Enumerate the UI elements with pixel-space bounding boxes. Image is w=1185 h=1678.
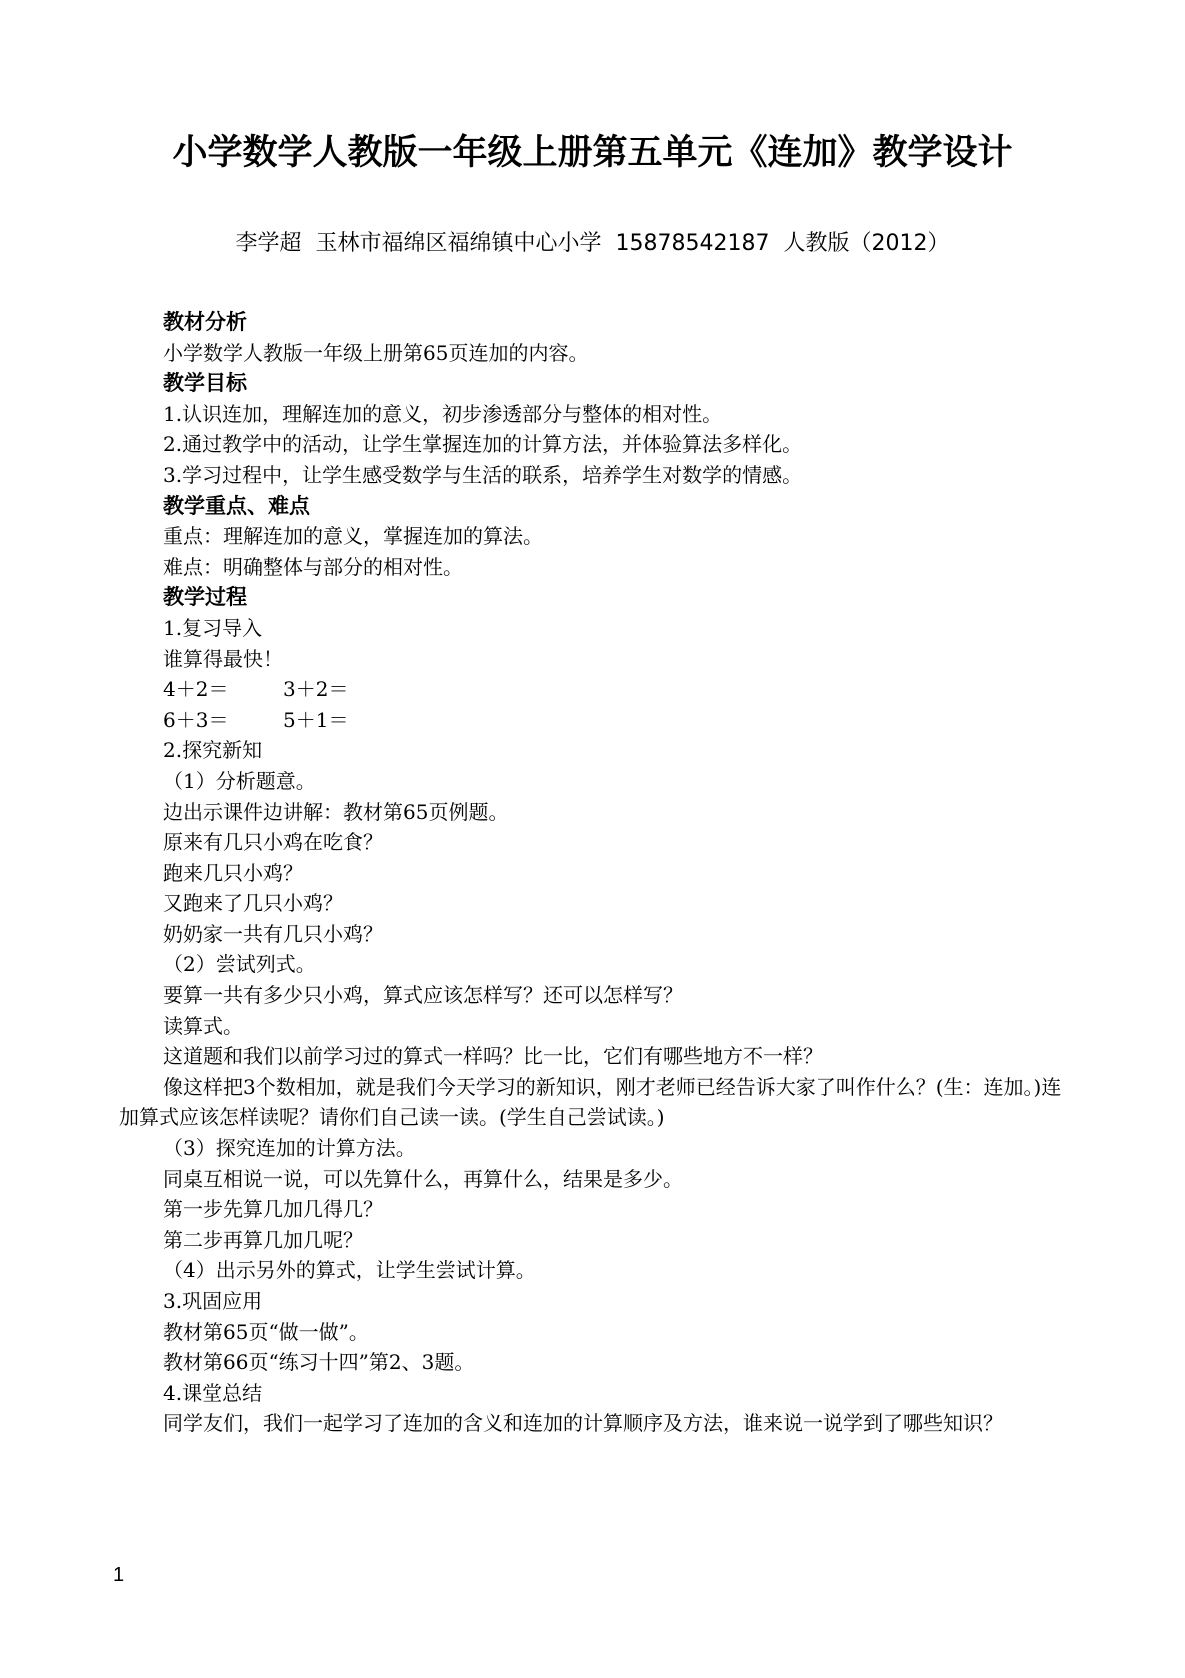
section-heading-goals: 教学目标	[163, 371, 247, 396]
document-title: 小学数学人教版一年级上册第五单元《连加》教学设计	[172, 133, 1013, 173]
text-line: 跑来几只小鸡？	[163, 860, 303, 885]
step-title: 1.复习导入	[163, 615, 263, 640]
substep-title: （3）探究连加的计算方法。	[163, 1136, 416, 1161]
text-line: 教材第65页“做一做”。	[163, 1319, 369, 1344]
substep-title: （4）出示另外的算式，让学生尝试计算。	[163, 1258, 536, 1283]
calc-expression: 3＋2＝	[283, 677, 349, 702]
text-line: 要算一共有多少只小鸡，算式应该怎样写？还可以怎样写？	[163, 983, 683, 1008]
step-title: 3.巩固应用	[163, 1289, 263, 1313]
section-heading-process: 教学过程	[163, 585, 247, 610]
text-line: 读算式。	[163, 1013, 243, 1038]
step-title: 2.探究新知	[163, 738, 263, 763]
text-line: 第一步先算几加几得几？	[163, 1197, 383, 1222]
calc-row	[163, 674, 1083, 705]
document-body	[119, 307, 1083, 1439]
key-point-item: 重点：理解连加的意义，掌握连加的算法。	[163, 524, 543, 549]
goal-item: 2.通过教学中的活动，让学生掌握连加的计算方法，并体验算法多样化。	[163, 432, 803, 457]
key-point-item: 难点：明确整体与部分的相对性。	[163, 554, 463, 579]
calc-expression: 4＋2＝	[163, 677, 229, 702]
text-line: 同桌互相说一说，可以先算什么，再算什么，结果是多少。	[163, 1166, 683, 1191]
text-line: 边出示课件边讲解：教材第65页例题。	[163, 799, 509, 824]
goal-item: 3.学习过程中，让学生感受数学与生活的联系，培养学生对数学的情感。	[163, 462, 803, 487]
step-title: 4.课堂总结	[163, 1380, 263, 1405]
step-prompt: 谁算得最快！	[163, 646, 283, 671]
text-line: 这道题和我们以前学习过的算式一样吗？比一比，它们有哪些地方不一样？	[163, 1044, 823, 1069]
section-heading-materials: 教材分析	[163, 310, 247, 334]
text-line: 奶奶家一共有几只小鸡？	[163, 921, 383, 946]
materials-text: 小学数学人教版一年级上册第65页连加的内容。	[163, 340, 589, 365]
text-line: 教材第66页“练习十四”第2、3题。	[163, 1350, 475, 1375]
goal-item: 1.认识连加，理解连加的意义，初步渗透部分与整体的相对性。	[163, 401, 723, 426]
text-line: 第二步再算几加几呢？	[163, 1227, 363, 1252]
section-heading-key-points: 教学重点、难点	[163, 493, 310, 518]
page-number: 1	[113, 1564, 125, 1586]
calc-expression: 6＋3＝	[163, 707, 229, 732]
text-line: 原来有几只小鸡在吃食？	[163, 830, 383, 855]
calc-row	[163, 705, 1083, 736]
text-paragraph: 同学友们，我们一起学习了连加的含义和连加的计算顺序及方法，谁来说一说学到了哪些知识？	[163, 1411, 1003, 1436]
text-line: 又跑来了几只小鸡？	[163, 891, 343, 916]
calc-expression: 5＋1＝	[283, 707, 349, 732]
author-byline: 李学超 玉林市福绵区福绵镇中心小学 15878542187 人教版（2012）	[235, 231, 950, 256]
substep-title: （2）尝试列式。	[163, 952, 316, 977]
text-paragraph: 像这样把3个数相加，就是我们今天学习的新知识，刚才老师已经告诉大家了叫作什么？(生：连加。)连加算式应该怎样读呢？请你们自己读一读。(学生自己尝试读。)	[119, 1074, 1062, 1130]
substep-title: （1）分析题意。	[163, 768, 316, 793]
